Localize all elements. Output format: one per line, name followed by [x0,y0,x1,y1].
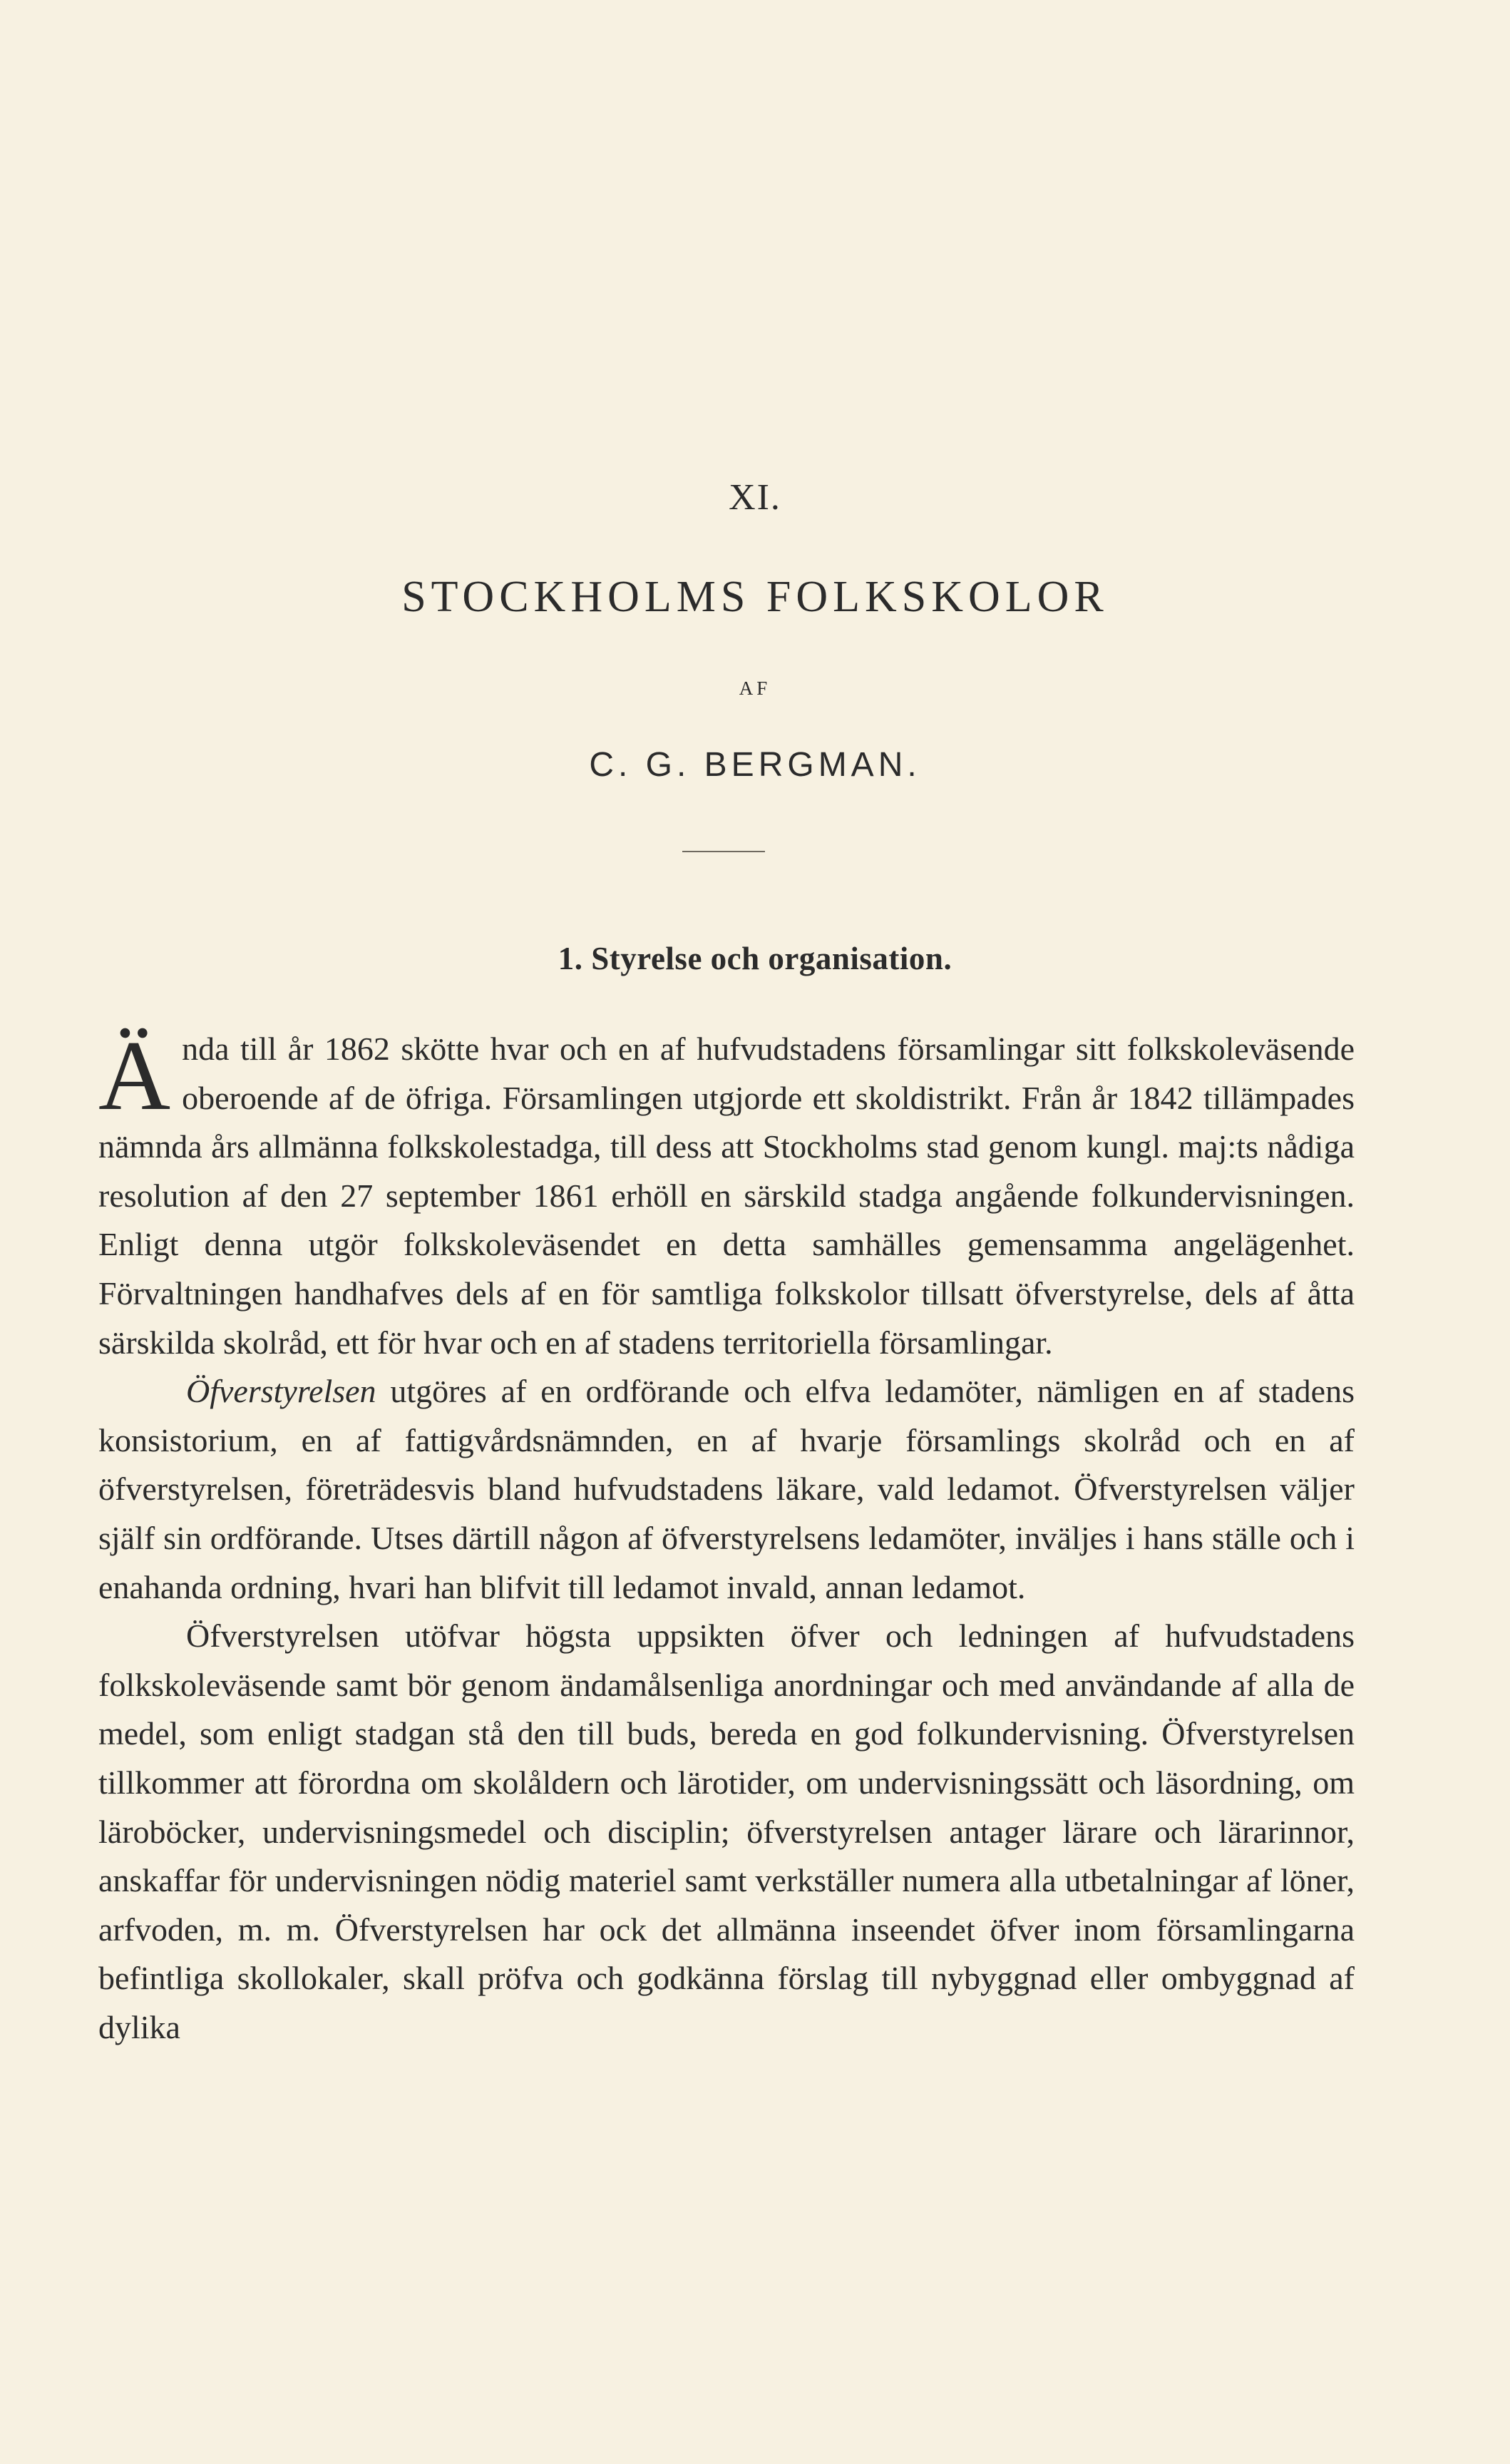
paragraph-2-text: utgöres af en ordförande och elfva ledamöter, nämligen en af stadens konsistorium, en af fattigvårdsnämnden, en af hvarje församlings skolråd och en af öfverstyrelsen, företrädesvis bland hufvudstadens läkare, vald ledamot. Öfverstyrelsen väljer själf sin ordförande. Utses därtill någon af öfverstyrelsens ledamöter, inväljes i hans ställe och i enahanda ordning, hvari han blifvit till ledamot invald, annan ledamot. [98,1373,1355,1605]
paragraph-2 [98,1367,1355,1612]
author-name: C. G. BERGMAN. [589,746,921,784]
paragraph-3-text: Öfverstyrelsen utöfvar högsta uppsikten öfver och ledningen af hufvudstadens folkskoleväsende samt bör genom ändamålsenliga anordningar och med användande af alla de medel, som enligt stadgan stå den till buds, bereda en god folkundervisning. Öfverstyrelsen tillkommer att förordna om skolåldern och lärotider, om undervisningssätt och läsordning, om läroböcker, undervisningsmedel och disciplin; öfverstyrelsen antager lärare och lärarinnor, anskaffar för undervisningen nödig materiel samt verkställer numera alla utbetalningar af löner, arfvoden, m. m. Öfverstyrelsen har ock det allmänna inseendet öfver inom församlingarna befintliga skollokaler, skall pröfva och godkänna förslag till nybyggnad eller ombyggnad af dylika [98,1617,1355,2045]
paragraph-1 [98,1021,1355,1367]
paragraph-3 [98,1612,1355,2052]
paragraph-1-text: nda till år 1862 skötte hvar och en af hufvudstadens församlingar sitt folkskoleväsende oberoende af de öfriga. Församlingen utgjorde ett skoldistrikt. Från år 1842 tillämpades nämnda års allmänna folkskolestadga, till dess att Stockholms stad genom kungl. maj:ts nådiga resolution af den 27 september 1861 erhöll en särskild stadga angående folkundervisningen. Enligt denna utgör folkskoleväsendet en detta samhälles gemensamma angelägenhet. Förvaltningen handhafves dels af en för samtliga folkskolor tillsatt öfverstyrelse, dels af åtta särskilda skolråd, ett för hvar och en af stadens territoriella församlingar. [98,1031,1355,1361]
drop-cap-initial: Ä [98,1021,171,1131]
chapter-title: STOCKHOLMS FOLKSKOLOR [401,573,1109,621]
body-text [98,1021,1355,2052]
title-divider-rule [682,851,765,852]
paragraph-2-lead-italic: Öfverstyrelsen [186,1373,376,1410]
chapter-number: XI. [729,477,781,518]
section-heading: 1. Styrelse och organisation. [558,941,952,976]
byline-af: AF [739,678,771,699]
